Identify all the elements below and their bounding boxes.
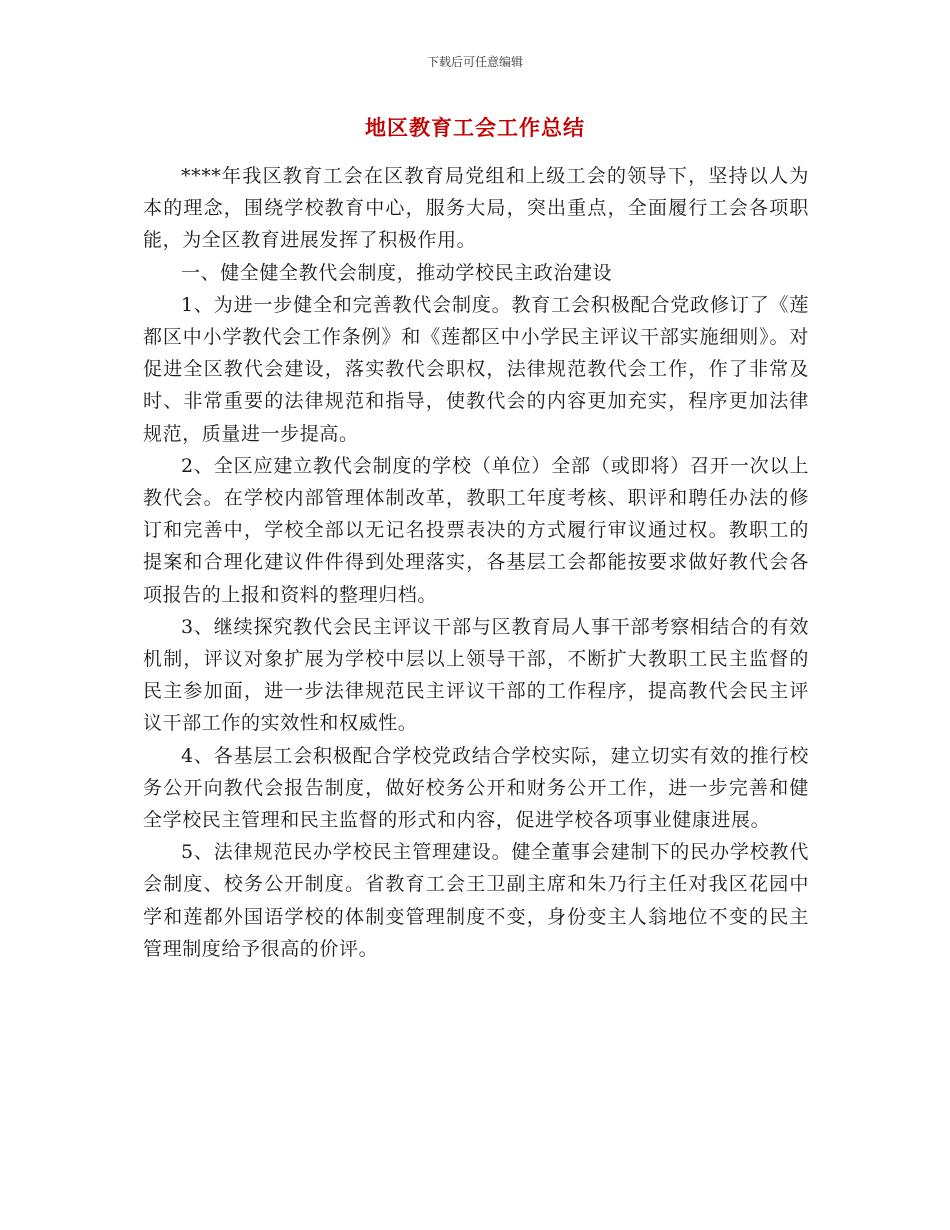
body-paragraph: 1、为进一步健全和完善教代会制度。教育工会积极配合党政修订了《莲都区中小学教代会工作条例》和《莲都区中小学民主评议干部实施细则》。对促进全区教代会建设，落实教代会职权，法律规范教代会工作，作了非常及时、非常重要的法律规范和指导，使教代会的内容更加充实，程序更加法律规范，质量进一步提高。: [143, 293, 809, 445]
header-note: 下载后可任意编辑: [426, 55, 523, 69]
body-paragraph: 2、全区应建立教代会制度的学校（单位）全部（或即将）召开一次以上教代会。在学校内部管理体制改革，教职工年度考核、职评和聘任办法的修订和完善中，学校全部以无记名投票表决的方式履行审议通过权。教职工的提案和合理化建议件件得到处理落实，各基层工会都能按要求做好教代会各项报告的上报和资料的整理归档。: [143, 454, 809, 606]
body-paragraph: 5、法律规范民办学校民主管理建设。健全董事会建制下的民办学校教代会制度、校务公开制度。省教育工会王卫副主席和朱乃行主任对我区花园中学和莲都外国语学校的体制变管理制度不变，身份变主人翁地位不变的民主管理制度给予很高的价评。: [143, 841, 809, 960]
section-heading: 一、健全健全教代会制度，推动学校民主政治建设: [181, 261, 613, 284]
body-paragraph: 4、各基层工会积极配合学校党政结合学校实际，建立切实有效的推行校务公开向教代会报告制度，做好校务公开和财务公开工作，进一步完善和健全学校民主管理和民主监督的形式和内容，促进学校各项事业健康进展。: [143, 744, 809, 832]
document-title: 地区教育工会工作总结: [365, 116, 585, 140]
document-body: [143, 160, 809, 965]
body-paragraph: 3、继续探究教代会民主评议干部与区教育局人事干部考察相结合的有效机制，评议对象扩展为学校中层以上领导干部，不断扩大教职工民主监督的民主参加面，进一步法律规范民主评议干部的工作程序，提高教代会民主评议干部工作的实效性和权威性。: [143, 615, 809, 735]
intro-paragraph: ****年我区教育工会在区教育局党组和上级工会的领导下，坚持以人为本的理念，围绕学校教育中心，服务大局，突出重点，全面履行工会各项职能，为全区教育进展发挥了积极作用。: [143, 165, 809, 252]
